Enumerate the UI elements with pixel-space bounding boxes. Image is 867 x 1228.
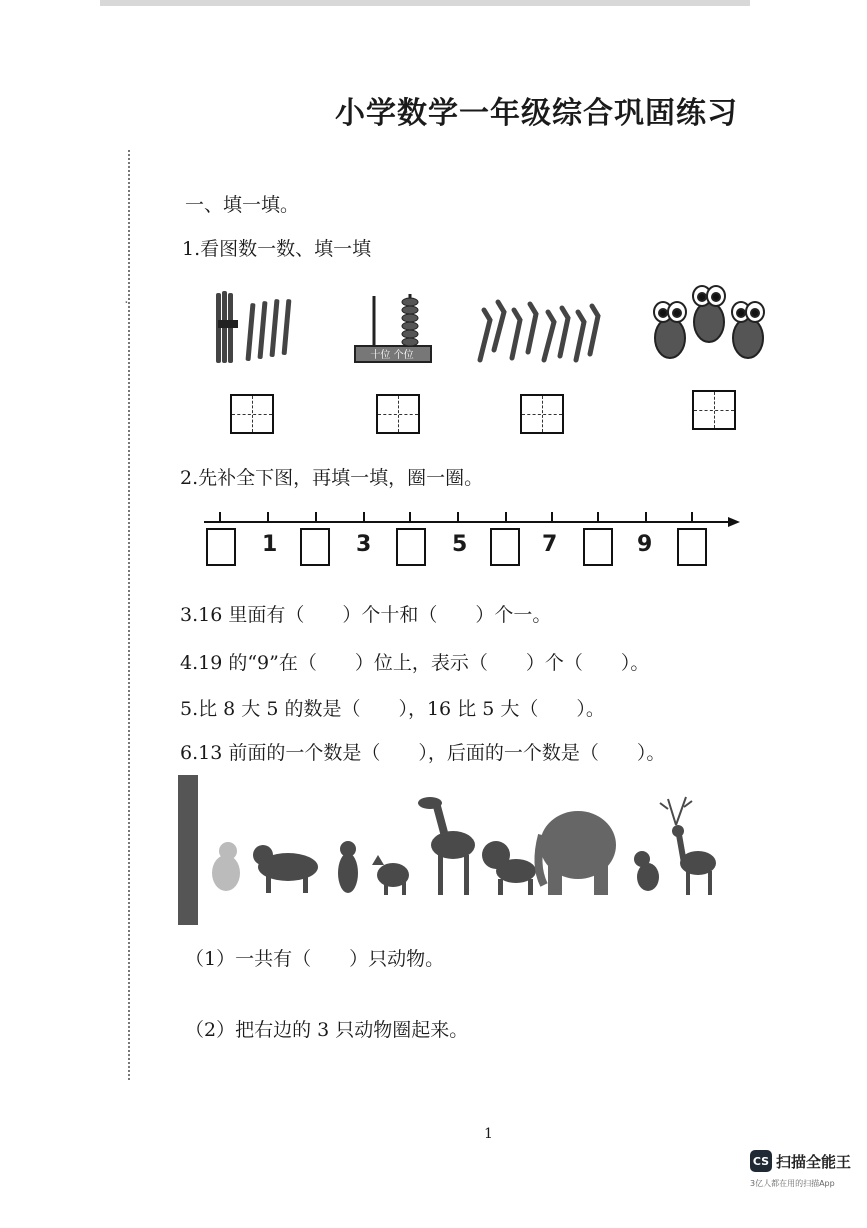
abacus-label: 十位 个位: [370, 350, 414, 361]
answer-box-4[interactable]: [692, 390, 736, 430]
scanner-name: 扫描全能王: [776, 1153, 852, 1171]
animals-question-2: （2）把右边的 3 只动物圈起来。: [185, 1019, 469, 1041]
scanner-tagline: 3亿人都在用的扫描App: [750, 1179, 835, 1188]
binding-dotted-line: [128, 150, 130, 1080]
answer-box-3[interactable]: [520, 394, 564, 434]
number-line: [200, 508, 740, 538]
number-line-box-10[interactable]: [677, 528, 707, 566]
question-6: 6.13 前面的一个数是（ ），后面的一个数是（ ）。: [180, 742, 666, 764]
sticks-bundle-icon: [210, 285, 300, 370]
sticks-icon: [470, 290, 605, 365]
page-number: 1: [484, 1126, 493, 1142]
animals-question-1: （1）一共有（ ）只动物。: [185, 948, 445, 970]
number-line-label: 9: [637, 532, 653, 557]
answer-box-1[interactable]: [230, 394, 274, 434]
number-line-label: 1: [262, 532, 278, 557]
number-line-box-2[interactable]: [300, 528, 330, 566]
scanner-logo-icon: CS: [750, 1150, 772, 1172]
frogs-icon: [645, 282, 770, 364]
number-line-box-8[interactable]: [583, 528, 613, 566]
zoo-gate-post: [178, 775, 198, 925]
number-line-box-6[interactable]: [490, 528, 520, 566]
question-2: 2.先补全下图，再填一填，圈一圈。: [180, 467, 484, 489]
number-line-box-0[interactable]: [206, 528, 236, 566]
number-line-box-4[interactable]: [396, 528, 426, 566]
number-line-label: 3: [356, 532, 372, 557]
number-line-label: 5: [452, 532, 468, 557]
question-3: 3.16 里面有（ ）个十和（ ）个一。: [180, 604, 552, 626]
binding-mark: ·: [118, 300, 133, 305]
scanner-watermark: [748, 1150, 863, 1220]
section-heading: 一、填一填。: [185, 194, 300, 216]
top-edge: [100, 0, 750, 6]
question-4: 4.19 的“9”在（ ）位上，表示（ ）个（ ）。: [180, 652, 650, 674]
question-1: 1.看图数一数、填一填: [182, 238, 372, 260]
animals-row-icon: [198, 785, 728, 905]
page-title: 小学数学一年级综合巩固练习: [335, 96, 738, 131]
abacus-icon: [352, 290, 434, 368]
number-line-label: 7: [542, 532, 558, 557]
answer-box-2[interactable]: [376, 394, 420, 434]
question-5: 5.比 8 大 5 的数是（ ），16 比 5 大（ ）。: [180, 698, 605, 720]
